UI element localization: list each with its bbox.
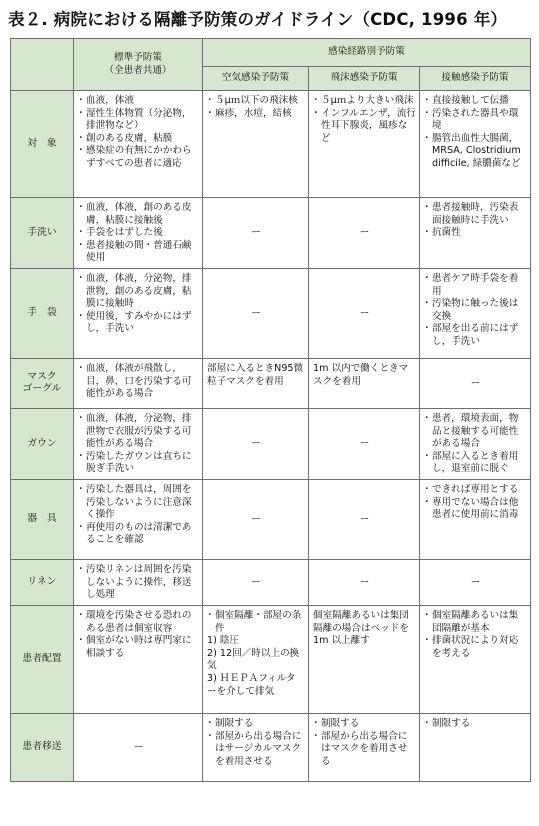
- list-item: ・ 汚染された器具や環境: [424, 108, 527, 133]
- list-item: ・ ５μｍより大きい飛沫: [313, 95, 416, 108]
- cell-contact: [420, 713, 531, 781]
- list-item: ・ 直接接触して伝播: [424, 95, 527, 108]
- cell-list: [207, 95, 305, 120]
- cell-standard: [74, 268, 203, 358]
- cell-list: [313, 95, 416, 145]
- cell-contact: [420, 479, 531, 559]
- header-route-group: 感染経路別予防策: [203, 39, 531, 67]
- row-label: 患者配置: [11, 605, 74, 713]
- list-item: ・ 専用でない場合は他患者に使用前に消毒: [424, 497, 527, 522]
- corner-cell: [11, 39, 74, 91]
- table-row: [11, 559, 531, 605]
- list-item: ・ 腸管出血性大腸菌，MRSA, Clostridium difficile, 緑膿菌など: [424, 133, 527, 171]
- cell-airborne: ー: [203, 268, 309, 358]
- cell-contact: [420, 91, 531, 198]
- list-item: ・ インフルエンザ，流行性耳下腺炎，風疹など: [313, 108, 416, 146]
- list-item: ・ 患者接触時，汚染表面接触時に手洗い: [424, 202, 527, 227]
- cell-standard: [74, 91, 203, 198]
- cell-droplet: ー: [309, 198, 420, 269]
- cell-list: [78, 484, 199, 547]
- list-item: ・ 部屋から出る場合にはサージカルマスクを着用させる: [207, 731, 305, 769]
- cell-contact: [420, 605, 531, 713]
- list-item: ・ 患者，環境表面，物品と接触する可能性がある場合: [424, 413, 527, 451]
- cell-contact: ー: [420, 358, 531, 408]
- cell-standard: [74, 198, 203, 269]
- cell-airborne: ー: [203, 559, 309, 605]
- row-label: 対 象: [11, 91, 74, 198]
- list-item: ・ ５μｍ以下の飛沫核: [207, 95, 305, 108]
- list-item: ・ 個室隔離・部屋の条件: [207, 610, 305, 635]
- cell-list: [78, 95, 199, 171]
- cell-list: [313, 718, 416, 768]
- list-item: ・ 制限する: [207, 718, 305, 731]
- list-item: ・ 制限する: [424, 718, 527, 731]
- cell-list: [424, 718, 527, 731]
- cell-contact: [420, 198, 531, 269]
- cell-droplet: 個室隔離あるいは集団隔離の場合はベッドを 1m 以上離す: [309, 605, 420, 713]
- header-standard: 標準予防策 （全患者共通）: [74, 39, 203, 91]
- guideline-table: [10, 38, 531, 782]
- table-row: [11, 198, 531, 269]
- list-item: ・ 湿性生体物質（分泌物，排泄物など）: [78, 108, 199, 133]
- cell-droplet: ー: [309, 408, 420, 479]
- cell-contact: [420, 268, 531, 358]
- cell-droplet: 1m 以内で働くときマスクを着用: [309, 358, 420, 408]
- list-item: ・ 患者接触の間・普通石鹸使用: [78, 240, 199, 265]
- list-item: 1) 陰圧: [207, 635, 240, 647]
- list-item: ・ 手袋をはずした後: [78, 227, 199, 240]
- table-row: [11, 408, 531, 479]
- cell-list: [424, 273, 527, 349]
- list-item: ・ 制限する: [313, 718, 416, 731]
- cell-airborne: ー: [203, 198, 309, 269]
- list-item: ・ 部屋に入るとき着用し，退室前に脱ぐ: [424, 451, 527, 476]
- cell-standard: [74, 408, 203, 479]
- cell-airborne: 部屋に入るときN95微粒子マスクを着用: [203, 358, 309, 408]
- cell-airborne: [203, 605, 309, 713]
- list-item: ・ 患者ケア時手袋を着用: [424, 273, 527, 298]
- cell-airborne: [203, 91, 309, 198]
- list-item: ・ 再使用のものは清潔であることを確認: [78, 522, 199, 547]
- table-row: [11, 358, 531, 408]
- list-item: ・ 部屋から出る場合にはマスクを着用させる: [313, 731, 416, 769]
- list-item: ・ 抗菌性: [424, 227, 527, 240]
- row-label: 手 袋: [11, 268, 74, 358]
- cell-list: [78, 273, 199, 336]
- cell-list: [424, 413, 527, 476]
- cell-standard: [74, 479, 203, 559]
- list-item: ・ 血液，体液，分泌物，排泄物，創のある皮膚，粘膜に接触時: [78, 273, 199, 311]
- cell-list: [424, 484, 527, 522]
- cell-contact: [420, 408, 531, 479]
- header-row-1: [11, 39, 531, 67]
- cell-droplet: [309, 91, 420, 198]
- cell-standard: [74, 358, 203, 408]
- list-item: ・ 個室がない時は専門家に相談する: [78, 635, 199, 660]
- row-label: リネン: [11, 559, 74, 605]
- table-row: [11, 605, 531, 713]
- cell-list: [207, 718, 305, 768]
- row-label: ガウン: [11, 408, 74, 479]
- cell-droplet: ー: [309, 268, 420, 358]
- cell-list: [424, 610, 527, 660]
- list-item: 2) 12回／時以上の換気: [207, 647, 300, 672]
- table-title: 表２. 病院における隔離予防策のガイドライン（CDC, 1996 年）: [8, 10, 508, 29]
- list-item: ・ 血液，体液，創のある皮膚，粘膜に接触後: [78, 202, 199, 227]
- cell-droplet: ー: [309, 559, 420, 605]
- table-row: [11, 91, 531, 198]
- row-label: マスク ゴーグル: [11, 358, 74, 408]
- cell-list: [424, 202, 527, 240]
- cell-list: [207, 610, 305, 698]
- cell-droplet: [309, 713, 420, 781]
- row-label: 患者移送: [11, 713, 74, 781]
- list-item: ・ 血液，体液，分泌物，排泄物で衣服が汚染する可能性がある場合: [78, 413, 199, 451]
- list-item: ・ 汚染した器具は，周囲を汚染しないように注意深く操作: [78, 484, 199, 522]
- header-airborne: 空気感染予防策: [203, 67, 309, 91]
- table-body: [11, 91, 531, 782]
- cell-list: [78, 363, 199, 401]
- list-item: ・ 感染症の有無にかかわらずすべての患者に適応: [78, 145, 199, 170]
- cell-standard: [74, 559, 203, 605]
- list-item: ・ 汚染物に触った後は交換: [424, 298, 527, 323]
- header-droplet: 飛沫感染予防策: [309, 67, 420, 91]
- list-item: ・ 麻疹，水痘，結核: [207, 108, 305, 121]
- cell-list: [78, 610, 199, 660]
- table-row: [11, 479, 531, 559]
- list-item: ・ 創のある皮膚，粘膜: [78, 133, 199, 146]
- list-item: ・ 使用後，すみやかにはずし，手洗い: [78, 311, 199, 336]
- cell-list: [424, 95, 527, 171]
- cell-airborne: ー: [203, 479, 309, 559]
- cell-standard: ー: [74, 713, 203, 781]
- list-item: ・ 血液，体液が飛散し，目，鼻，口を汚染する可能性がある場合: [78, 363, 199, 401]
- list-item: ・ 部屋を出る前にはずし，手洗い: [424, 323, 527, 348]
- list-item: ・ 環境を汚染させる恐れのある患者は個室収容: [78, 610, 199, 635]
- table-row: [11, 713, 531, 781]
- cell-standard: [74, 605, 203, 713]
- list-item: 3) ＨＥＰＡフィルターを介して排気: [207, 672, 296, 697]
- list-item: ・ できれば専用とする: [424, 484, 527, 497]
- cell-list: [78, 564, 199, 602]
- list-item: ・ 血液，体液: [78, 95, 199, 108]
- cell-airborne: ー: [203, 408, 309, 479]
- cell-contact: ー: [420, 559, 531, 605]
- list-item: ・ 排菌状況により対応を考える: [424, 635, 527, 660]
- cell-list: [78, 413, 199, 476]
- cell-droplet: ー: [309, 479, 420, 559]
- cell-airborne: [203, 713, 309, 781]
- row-label: 手洗い: [11, 198, 74, 269]
- header-contact: 接触感染予防策: [420, 67, 531, 91]
- list-item: ・ 汚染リネンは周囲を汚染しないように操作，移送し処理: [78, 564, 199, 602]
- list-item: ・ 汚染したガウンは直ちに脱ぎ手洗い: [78, 451, 199, 476]
- table-row: [11, 268, 531, 358]
- row-label: 器 具: [11, 479, 74, 559]
- list-item: ・ 個室隔離あるいは集団隔離が基本: [424, 610, 527, 635]
- cell-list: [78, 202, 199, 265]
